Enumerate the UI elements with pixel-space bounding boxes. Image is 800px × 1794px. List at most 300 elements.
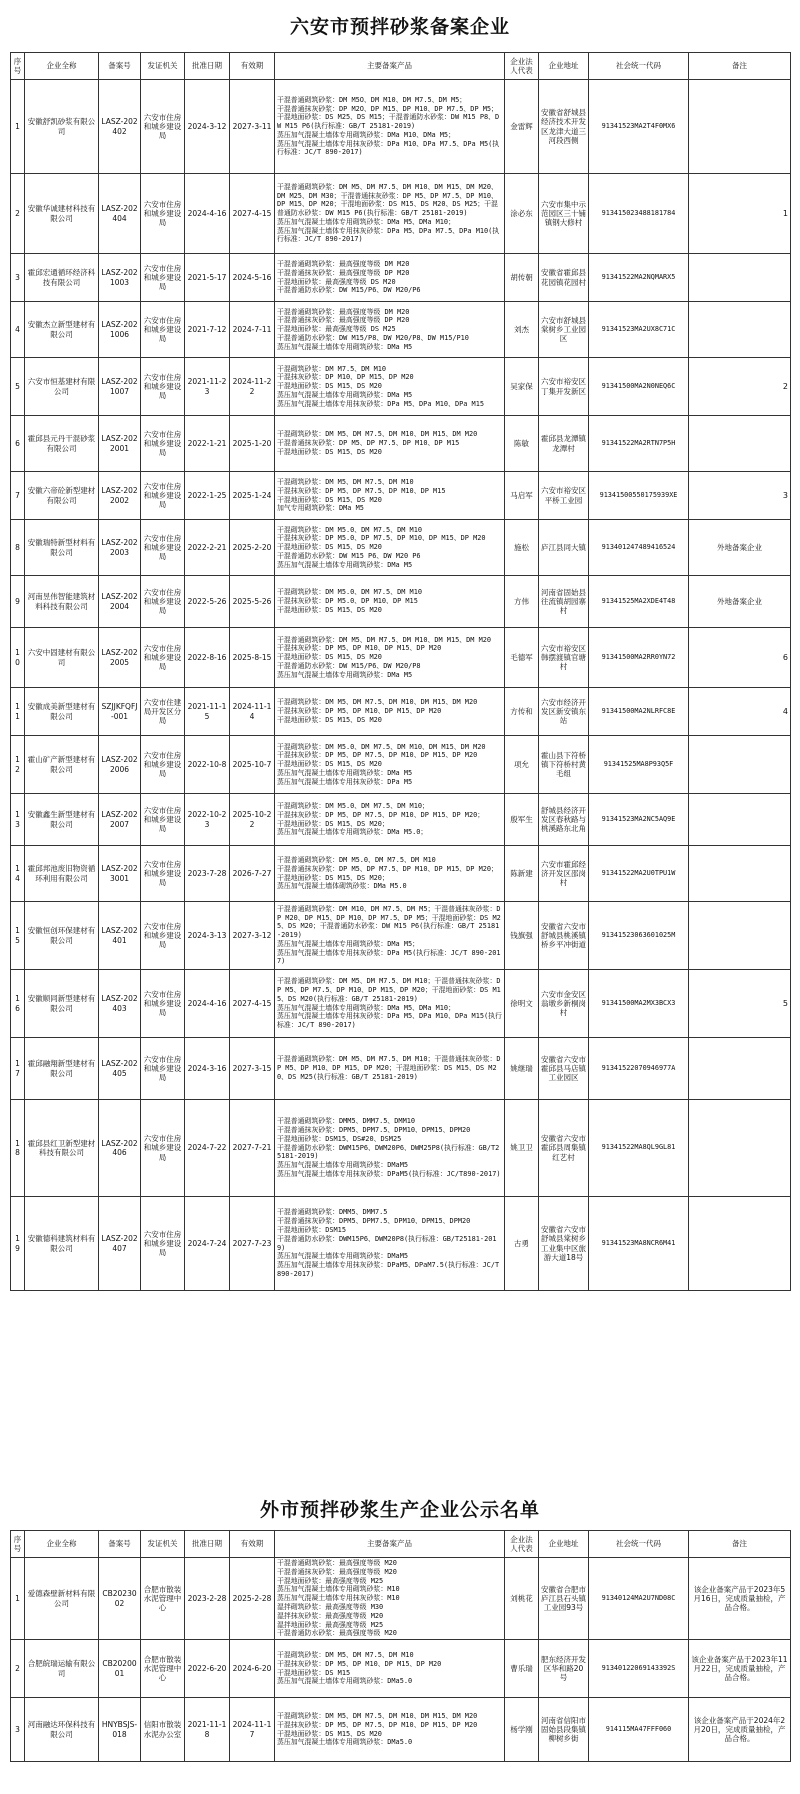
cell-authority: 六安市住房和城乡建设局 bbox=[141, 902, 185, 970]
cell-note: 4 bbox=[689, 688, 791, 736]
product-line: 干混普通抹灰砂浆：最高强度等级 M20 bbox=[277, 1567, 397, 1576]
product-line: 干混抹灰砂浆：DP M5.0、DP M7.5、DP M10、DP M15、DP M20 bbox=[277, 534, 486, 543]
cell-valid: 2027-4-15 bbox=[230, 174, 275, 254]
cell-reg: LASZ-202402 bbox=[99, 80, 141, 174]
cell-rep: 曹乐瑞 bbox=[505, 1640, 539, 1698]
cell-products bbox=[275, 174, 505, 254]
cell-no: 11 bbox=[11, 688, 25, 736]
product-line: 蒸压加气混凝土墙体砌筑砂浆：DMa M5.0 bbox=[277, 882, 407, 891]
product-line: 干混地面砂浆：DS M15、DS M20 bbox=[277, 715, 382, 724]
product-line: 干混普通砌筑砂浆：DM M5、DM M7.5、DM M10；干混普通抹灰砂浆：DP M5、DP M10、DP M15、DP M20；干混地面砂浆：DS M15、DS M20、DS M25(执行标准：GB/T 25181-2019) bbox=[277, 1055, 501, 1081]
cell-authority: 六安市住房和城乡建设局 bbox=[141, 846, 185, 902]
cell-addr: 六安市经济开发区新安镇东站 bbox=[539, 688, 589, 736]
header-note: 备注 bbox=[689, 53, 791, 80]
cell-authority: 六安市住房和城乡建设局 bbox=[141, 416, 185, 472]
product-line: 干混砌筑砂浆：DM M5、DM M7.5、DM M10、DM M15、DM M20 bbox=[277, 430, 478, 439]
cell-valid: 2024-11-22 bbox=[230, 358, 275, 416]
cell-authority: 六安市住房和城乡建设局 bbox=[141, 520, 185, 576]
cell-valid: 2025-2-28 bbox=[230, 1558, 275, 1640]
cell-no: 18 bbox=[11, 1100, 25, 1197]
product-line: 干混砌筑砂浆：DM M7.5、DM M10 bbox=[277, 364, 387, 373]
header-reg: 备案号 bbox=[99, 53, 141, 80]
header-reg: 备案号 bbox=[99, 1531, 141, 1558]
cell-addr: 六安市裕安区丁集开发新区 bbox=[539, 358, 589, 416]
cell-valid: 2027-7-21 bbox=[230, 1100, 275, 1197]
cell-note bbox=[689, 1038, 791, 1100]
cell-approve: 2021-7-12 bbox=[185, 302, 230, 358]
cell-rep: 吴家保 bbox=[505, 358, 539, 416]
cell-products bbox=[275, 1197, 505, 1291]
cell-approve: 2022-10-8 bbox=[185, 736, 230, 794]
cell-reg: LASZ-2022006 bbox=[99, 736, 141, 794]
product-line: 干混抹灰砂浆：DP M10、DP M15、DP M20 bbox=[277, 373, 414, 382]
cell-authority: 信阳市散装水泥办公室 bbox=[141, 1698, 185, 1762]
cell-note bbox=[689, 1100, 791, 1197]
local-header-row bbox=[11, 53, 791, 80]
cell-note: 3 bbox=[689, 472, 791, 520]
local-table-title: 六安市预拌砂浆备案企业 bbox=[289, 16, 510, 38]
table-row bbox=[11, 416, 791, 472]
cell-rep: 陈敏 bbox=[505, 416, 539, 472]
product-line: 蒸压加气混凝土墙体专用砌筑砂浆：DMa M5、DMa M10； bbox=[277, 1003, 455, 1012]
product-line: 干混普通防水砂浆：DWM15P6、DWM20P8(执行标准：GB/T25181-2019) bbox=[277, 1234, 497, 1252]
cell-products bbox=[275, 736, 505, 794]
product-line: 湿拌砌筑砂浆：最高强度等级 M30 bbox=[277, 1602, 384, 1611]
cell-code: 913401247489416524 bbox=[589, 520, 689, 576]
cell-code: 91341522MA8QL9GL81 bbox=[589, 1100, 689, 1197]
cell-no: 17 bbox=[11, 1038, 25, 1100]
cell-approve: 2021-11-18 bbox=[185, 1698, 230, 1762]
cell-authority: 六安市住房和城乡建设局 bbox=[141, 472, 185, 520]
product-line: 蒸压加气混凝土墙体专用砌筑砂浆：DMa M10、DMa M5； bbox=[277, 130, 455, 139]
cell-authority: 六安市住建局开发区分局 bbox=[141, 688, 185, 736]
cell-valid: 2027-4-15 bbox=[230, 970, 275, 1038]
cell-name: 安徽鑫生新型建材有限公司 bbox=[25, 794, 99, 846]
cell-approve: 2022-6-20 bbox=[185, 1640, 230, 1698]
cell-approve: 2021-5-17 bbox=[185, 254, 230, 302]
product-line: 干混地面砂浆：DS M15、DS M20 bbox=[277, 382, 382, 391]
header-code: 社会统一代码 bbox=[589, 53, 689, 80]
cell-name: 安徽杰立新型建材有限公司 bbox=[25, 302, 99, 358]
cell-name: 霍邱融翔新型建材有限公司 bbox=[25, 1038, 99, 1100]
product-line: 蒸压加气混凝土墙体专用抹灰砂浆：DPa M5、DPa M10、DPa M15 bbox=[277, 399, 484, 408]
cell-note: 外地备案企业 bbox=[689, 576, 791, 628]
table-row bbox=[11, 794, 791, 846]
product-line: 干混普通砌筑砂浆：DM M5、DM M7.5、DM M10、DM M15、DM M20 bbox=[277, 635, 492, 644]
cell-note bbox=[689, 794, 791, 846]
cell-approve: 2022-10-23 bbox=[185, 794, 230, 846]
cell-valid: 2025-10-22 bbox=[230, 794, 275, 846]
cell-name: 霍邱宏通循环经济科技有限公司 bbox=[25, 254, 99, 302]
product-line: 蒸压加气混凝土墙体专用砌筑砂浆：DMa M5 bbox=[277, 560, 413, 569]
product-line: 蒸压加气混凝土墙体专用砌筑砂浆：DMa M5 bbox=[277, 670, 413, 679]
cell-reg: LASZ-2021007 bbox=[99, 358, 141, 416]
cell-products bbox=[275, 520, 505, 576]
table-row bbox=[11, 576, 791, 628]
cell-code: 91340124MA2U7ND08C bbox=[589, 1558, 689, 1640]
table-row bbox=[11, 970, 791, 1038]
external-table-title: 外市预拌砂浆生产企业公示名单 bbox=[259, 1499, 540, 1521]
cell-approve: 2021-11-15 bbox=[185, 688, 230, 736]
header-approve: 批准日期 bbox=[185, 53, 230, 80]
cell-note bbox=[689, 416, 791, 472]
cell-note: 该企业备案产品于2024年2月20日，完成质量抽检，产品合格。 bbox=[689, 1698, 791, 1762]
product-line: 干混普通砌筑砂浆：最高强度等级 M20 bbox=[277, 1559, 397, 1567]
product-line: 蒸压加气混凝土墙体专用抹灰砂浆：DPa M5(执行标准：JC/T 890-2017) bbox=[277, 948, 501, 966]
product-line: 干混普通防水砂浆：DW M15 P6、DW M20 P6 bbox=[277, 551, 421, 560]
product-line: 干混普通砌筑砂浆：最高强度等级 DM M20 bbox=[277, 259, 410, 268]
product-line: 干混普通抹灰砂浆：最高强度等级 DP M20 bbox=[277, 316, 410, 325]
cell-rep: 姚卫卫 bbox=[505, 1100, 539, 1197]
cell-authority: 六安市住房和城乡建设局 bbox=[141, 736, 185, 794]
table-row bbox=[11, 628, 791, 688]
cell-addr: 六安市舒城县棠树乡工业园区 bbox=[539, 302, 589, 358]
cell-authority: 六安市住房和城乡建设局 bbox=[141, 254, 185, 302]
table-row bbox=[11, 472, 791, 520]
cell-products bbox=[275, 1100, 505, 1197]
product-line: 干混普通抹灰砂浆：DP M2O、DP M15、DP M10、DP M7.5、DP M5；干混地面砂浆：DS M25、DS M15；干混普通防水砂浆：DW M15 P8、DW M15 P6(执行标准：GB/T 25181-2019) bbox=[277, 104, 500, 131]
cell-valid: 2024-6-20 bbox=[230, 1640, 275, 1698]
cell-reg: HNYBSJS-018 bbox=[99, 1698, 141, 1762]
cell-name: 爱德森壁新材料有限公司 bbox=[25, 1558, 99, 1640]
external-table-body bbox=[11, 1558, 791, 1762]
cell-rep: 施松 bbox=[505, 520, 539, 576]
table-row bbox=[11, 174, 791, 254]
product-line: 干混砌筑砂浆：DM M5、DM M7.5、DM M10 bbox=[277, 1651, 414, 1660]
cell-authority: 六安市住房和城乡建设局 bbox=[141, 576, 185, 628]
cell-approve: 2024-3-13 bbox=[185, 902, 230, 970]
cell-valid: 2025-10-7 bbox=[230, 736, 275, 794]
table-row bbox=[11, 688, 791, 736]
cell-valid: 2024-11-14 bbox=[230, 688, 275, 736]
product-line: 蒸压加气混凝土墙体专用砌筑砂浆：DMa5.0 bbox=[277, 1738, 413, 1747]
cell-approve: 2022-5-26 bbox=[185, 576, 230, 628]
cell-valid: 2025-8-15 bbox=[230, 628, 275, 688]
cell-note bbox=[689, 80, 791, 174]
cell-code: 91341523MA2NC5AQ9E bbox=[589, 794, 689, 846]
product-line: 加气专用砌筑砂浆：DMa M5 bbox=[277, 504, 364, 513]
cell-approve: 2024-7-22 bbox=[185, 1100, 230, 1197]
cell-approve: 2024-7-24 bbox=[185, 1197, 230, 1291]
cell-addr: 庐江县同大镇 bbox=[539, 520, 589, 576]
header-addr: 企业地址 bbox=[539, 53, 589, 80]
cell-code: 91341522MA2U0TPU1W bbox=[589, 846, 689, 902]
cell-products bbox=[275, 254, 505, 302]
cell-rep: 胡传朝 bbox=[505, 254, 539, 302]
product-line: 蒸压加气混凝土墙体专用抹灰砂浆：DPa M10、DPa M7.5、DPa M5(执行标准：JC/T 890-2017) bbox=[277, 139, 500, 157]
cell-authority: 六安市住房和城乡建设局 bbox=[141, 794, 185, 846]
cell-authority: 六安市住房和城乡建设局 bbox=[141, 1038, 185, 1100]
header-name: 企业全称 bbox=[25, 53, 99, 80]
product-line: 干混普通抹灰砂浆：DP M5、DP M7.5、DP M10、DP M15、DP M20； bbox=[277, 864, 498, 873]
cell-name: 安徽华诚建材科技有限公司 bbox=[25, 174, 99, 254]
cell-no: 14 bbox=[11, 846, 25, 902]
product-line: 干混地面砂浆：DS M15、DS M20 bbox=[277, 543, 382, 552]
product-line: 蒸压加气混凝土墙体专用砌筑砂浆：DMa M5 bbox=[277, 768, 413, 777]
cell-note bbox=[689, 254, 791, 302]
product-line: 蒸压加气混凝土墙体专用砌筑砂浆：DMa M5、DMa M10； bbox=[277, 217, 455, 226]
cell-products bbox=[275, 416, 505, 472]
cell-rep: 杨学刚 bbox=[505, 1698, 539, 1762]
product-line: 干混砌筑砂浆：DM M5.0、DM M7.5、DM M10 bbox=[277, 525, 422, 534]
cell-addr: 安徽省霍邱县花园镇花园村 bbox=[539, 254, 589, 302]
local-table-body bbox=[11, 80, 791, 1291]
product-line: 蒸压加气混凝土墙体专用抹灰砂浆：DPaM5(执行标准：JC/T890-2017) bbox=[277, 1169, 501, 1178]
cell-code: 91341523MA2UX8C71C bbox=[589, 302, 689, 358]
product-line: 蒸压加气混凝土墙体专用砌筑砂浆：M10 bbox=[277, 1585, 400, 1594]
cell-products bbox=[275, 1558, 505, 1640]
cell-authority: 六安市住房和城乡建设局 bbox=[141, 80, 185, 174]
cell-addr: 六安市霍邱经济开发区邵岗村 bbox=[539, 846, 589, 902]
cell-code: 91341525MA2XDE4T48 bbox=[589, 576, 689, 628]
cell-code: 91341500MA2RR0YN72 bbox=[589, 628, 689, 688]
cell-valid: 2027-7-23 bbox=[230, 1197, 275, 1291]
cell-no: 1 bbox=[11, 80, 25, 174]
cell-reg: LASZ-2022004 bbox=[99, 576, 141, 628]
header-name: 企业全称 bbox=[25, 1531, 99, 1558]
cell-reg: CB2023002 bbox=[99, 1558, 141, 1640]
cell-no: 8 bbox=[11, 520, 25, 576]
cell-no: 12 bbox=[11, 736, 25, 794]
product-line: 干混普通砌筑砂浆：DM M10、DM M7.5、DM M5；干混普通抹灰砂浆：DP M20、DP M15、DP M10、DP M7.5、DP M5；干混地面砂浆：DS M25、DS M20；干混普通防水砂浆：DW M15 P6(执行标准：GB/T 25181-2019) bbox=[277, 904, 501, 940]
product-line: 干混砌筑砂浆：DM M5.0、DM M7.5、DM M10、DM M15、DM M20 bbox=[277, 742, 486, 751]
table-row bbox=[11, 1197, 791, 1291]
cell-name: 安徽六帝砼新型建材有限公司 bbox=[25, 472, 99, 520]
header-authority: 发证机关 bbox=[141, 53, 185, 80]
product-line: 干混抹灰砂浆：DP M5、DP M7.5、DP M10、DP M15、DP M20； bbox=[277, 810, 485, 819]
cell-rep: 陈新建 bbox=[505, 846, 539, 902]
cell-reg: LASZ-202401 bbox=[99, 902, 141, 970]
cell-addr: 安徽省合肥市庐江县石头镇工业园93号 bbox=[539, 1558, 589, 1640]
cell-name: 河南融达环保科技有限公司 bbox=[25, 1698, 99, 1762]
cell-addr: 霍邱县龙潭镇龙潭村 bbox=[539, 416, 589, 472]
cell-products bbox=[275, 688, 505, 736]
cell-name: 安徽舒凯砂浆有限公司 bbox=[25, 80, 99, 174]
cell-addr: 肥东经济开发区华和路20号 bbox=[539, 1640, 589, 1698]
cell-products bbox=[275, 1640, 505, 1698]
cell-reg: LASZ-2021003 bbox=[99, 254, 141, 302]
cell-code: 913415023488181784 bbox=[589, 174, 689, 254]
cell-valid: 2026-7-27 bbox=[230, 846, 275, 902]
cell-code: 91341522MA2RTN7P5H bbox=[589, 416, 689, 472]
product-line: 干混普通防水砂浆：DW M15/P6、DW M20/P8 bbox=[277, 661, 421, 670]
product-line: 干混抹灰砂浆：DP M5.0、DP M10、DP M15 bbox=[277, 597, 418, 606]
cell-note: 5 bbox=[689, 970, 791, 1038]
product-line: 干混地面砂浆：最高强度等级 DS M25 bbox=[277, 325, 396, 334]
header-authority: 发证机关 bbox=[141, 1531, 185, 1558]
cell-no: 13 bbox=[11, 794, 25, 846]
cell-reg: LASZ-2022005 bbox=[99, 628, 141, 688]
cell-reg: SZJJKFQFJ-001 bbox=[99, 688, 141, 736]
cell-code: 91341500MA2MX3BCX3 bbox=[589, 970, 689, 1038]
table-row bbox=[11, 302, 791, 358]
product-line: 干混抹灰砂浆：DP M5、DP M7.5、DP M10、DP M15、DP M20 bbox=[277, 751, 478, 760]
product-line: 蒸压加气混凝土墙体专用砌筑砂浆：DMa M5； bbox=[277, 939, 420, 948]
product-line: 蒸压加气混凝土墙体专用抹灰砂浆：M10 bbox=[277, 1594, 400, 1603]
cell-products bbox=[275, 970, 505, 1038]
cell-code: 91341500550175939XE bbox=[589, 472, 689, 520]
product-line: 干混普通防水砂浆：DW M15/P8、DW M20/P8、DW M15/P10 bbox=[277, 333, 469, 342]
cell-products bbox=[275, 794, 505, 846]
cell-authority: 六安市住房和城乡建设局 bbox=[141, 174, 185, 254]
cell-approve: 2022-1-25 bbox=[185, 472, 230, 520]
cell-name: 河南昱伟智能建筑材料科技有限公司 bbox=[25, 576, 99, 628]
product-line: 干混地面砂浆：DS M15、DS M20 bbox=[277, 447, 382, 456]
product-line: 干混普通防水砂浆：DW M15/P6、DW M20/P6 bbox=[277, 286, 421, 295]
header-valid: 有效期 bbox=[230, 1531, 275, 1558]
local-enterprise-table bbox=[10, 52, 791, 1291]
cell-note: 外地备案企业 bbox=[689, 520, 791, 576]
product-line: 干混普通抹灰砂浆：DP M5、DP M7.5、DP M10、DP M15 bbox=[277, 439, 460, 448]
header-addr: 企业地址 bbox=[539, 1531, 589, 1558]
product-line: 干混地面砂浆：DS M15、DS M20； bbox=[277, 819, 389, 828]
cell-addr: 安徽省舒城县经济技术开发区龙津大道三河段西侧 bbox=[539, 80, 589, 174]
cell-rep: 姚继瑞 bbox=[505, 1038, 539, 1100]
cell-approve: 2024-4-16 bbox=[185, 970, 230, 1038]
cell-approve: 2022-2-21 bbox=[185, 520, 230, 576]
cell-addr: 河南省固始县往流镇胡园寨村 bbox=[539, 576, 589, 628]
product-line: 蒸压加气混凝土墙体专用砌筑砂浆：DMaM5 bbox=[277, 1252, 408, 1261]
product-line: 干混地面砂浆：DS M15 bbox=[277, 1668, 351, 1677]
product-line: 干混地面砂浆：最高强度等级 M25 bbox=[277, 1576, 384, 1585]
product-line: 干混抹灰砂浆：DP M5、DP M7.5、DP M10、DP M15、DP M20 bbox=[277, 1720, 478, 1729]
cell-name: 安徽顺同新型建材有限公司 bbox=[25, 970, 99, 1038]
cell-name: 霍邱邦池废旧物资循环利用有限公司 bbox=[25, 846, 99, 902]
product-line: 干混普通砌筑砂浆：DM M5、DM M7.5、DM M10；干混普通抹灰砂浆：DP M5、DP M7.5、DP M10、DP M15、DP M20；干混地面砂浆：DS M15、DS M20(执行标准：GB/T 25181-2019) bbox=[277, 977, 501, 1003]
cell-note bbox=[689, 736, 791, 794]
product-line: 干混地面砂浆：DS M15、DS M20 bbox=[277, 605, 382, 614]
cell-no: 2 bbox=[11, 174, 25, 254]
cell-reg: LASZ-2021006 bbox=[99, 302, 141, 358]
cell-addr: 河南省信阳市固始县段集镇柳树乡街 bbox=[539, 1698, 589, 1762]
cell-note: 6 bbox=[689, 628, 791, 688]
cell-no: 5 bbox=[11, 358, 25, 416]
cell-note bbox=[689, 1197, 791, 1291]
product-line: 干混砌筑砂浆：DM M5.0、DM M7.5、DM M10 bbox=[277, 588, 422, 597]
cell-addr: 安徽省六安市霍邱县周集镇红艺村 bbox=[539, 1100, 589, 1197]
cell-note: 该企业备案产品于2023年5月16日，完成质量抽检，产品合格。 bbox=[689, 1558, 791, 1640]
cell-rep: 刘杰 bbox=[505, 302, 539, 358]
cell-addr: 六安市金安区翁墩乡新桐岗村 bbox=[539, 970, 589, 1038]
cell-approve: 2021-11-23 bbox=[185, 358, 230, 416]
cell-authority: 六安市住房和城乡建设局 bbox=[141, 1100, 185, 1197]
product-line: 干混抹灰砂浆：DP M5、DP M10、DP M15、DP M20 bbox=[277, 707, 442, 716]
cell-products bbox=[275, 1038, 505, 1100]
product-line: 干混普通砌筑砂浆：DM M5.0、DM M7.5、DM M10 bbox=[277, 855, 436, 864]
cell-no: 9 bbox=[11, 576, 25, 628]
cell-name: 六安市恒基建材有限公司 bbox=[25, 358, 99, 416]
product-line: 干混地面砂浆：DS M15、DS M20； bbox=[277, 873, 389, 882]
table-row bbox=[11, 902, 791, 970]
cell-no: 15 bbox=[11, 902, 25, 970]
cell-addr: 霍山县下符桥镇下符桥村黄毛组 bbox=[539, 736, 589, 794]
cell-authority: 合肥市散装水泥管理中心 bbox=[141, 1558, 185, 1640]
product-line: 蒸压加气混凝土墙体专用砌筑砂浆：DMa5.0 bbox=[277, 1677, 413, 1686]
product-line: 干混砌筑砂浆：DM M5、DM M7.5、DM M10、DM M15、DM M20 bbox=[277, 1712, 478, 1721]
cell-code: 91341525MA8P93Q5F bbox=[589, 736, 689, 794]
table-row bbox=[11, 80, 791, 174]
cell-rep: 刘桃花 bbox=[505, 1558, 539, 1640]
product-line: 蒸压加气混凝土墙体专用砌筑砂浆：DMa M5 bbox=[277, 342, 413, 351]
product-line: 蒸压加气混凝土墙体专用抹灰砂浆：DPa M5 bbox=[277, 777, 413, 786]
cell-rep: 毛德军 bbox=[505, 628, 539, 688]
table-row bbox=[11, 1640, 791, 1698]
product-line: 湿拌抹灰砂浆：最高强度等级 M20 bbox=[277, 1611, 384, 1620]
table-row bbox=[11, 358, 791, 416]
cell-rep: 殷军生 bbox=[505, 794, 539, 846]
cell-rep: 方传和 bbox=[505, 688, 539, 736]
cell-approve: 2024-4-16 bbox=[185, 174, 230, 254]
cell-code: 91341523MA2T4F0MX6 bbox=[589, 80, 689, 174]
product-line: 干混地面砂浆：DS M15、DS M20 bbox=[277, 1729, 382, 1738]
cell-valid: 2027-3-15 bbox=[230, 1038, 275, 1100]
cell-valid: 2027-3-11 bbox=[230, 80, 275, 174]
table-row bbox=[11, 1100, 791, 1197]
cell-authority: 六安市住房和城乡建设局 bbox=[141, 358, 185, 416]
table-row bbox=[11, 736, 791, 794]
cell-no: 19 bbox=[11, 1197, 25, 1291]
cell-code: 91341523MA8NCR6M41 bbox=[589, 1197, 689, 1291]
product-line: 干混抹灰砂浆：DP M5、DP M10、DP M15、DP M20 bbox=[277, 1659, 442, 1668]
cell-code: 91341523063601025M bbox=[589, 902, 689, 970]
cell-reg: LASZ-2023001 bbox=[99, 846, 141, 902]
cell-rep: 马启军 bbox=[505, 472, 539, 520]
cell-valid: 2025-1-20 bbox=[230, 416, 275, 472]
product-line: 干混砌筑砂浆：DM M5、DM M7.5、DM M10、DM M15、DM M20 bbox=[277, 698, 478, 707]
cell-approve: 2024-3-12 bbox=[185, 80, 230, 174]
cell-code: 91341500MA2NLRFC8E bbox=[589, 688, 689, 736]
product-line: 干混普通砌筑砂浆：最高强度等级 DM M20 bbox=[277, 307, 410, 316]
product-line: 干混抹灰砂浆：DP M5、DP M7.5、DP M10、DP M15 bbox=[277, 486, 446, 495]
cell-valid: 2025-5-26 bbox=[230, 576, 275, 628]
cell-addr: 安徽省六安市舒城县棠树乡工业集中区旅游大道18号 bbox=[539, 1197, 589, 1291]
cell-reg: LASZ-2022002 bbox=[99, 472, 141, 520]
product-line: 干混普通砌筑砂浆：DM M5、DM M7.5、DM M10、DM M15、DM M20、DM M25、DM M30；干混普通抹灰砂浆：DP M5、DP M7.5、DP M10、DP M15、DP M20；干混地面砂浆：DS M15、DS M20、DS M25；干混普通防水砂浆：DW M15 P6(执行标准：GB/T 25181-2019) bbox=[277, 182, 498, 218]
product-line: 湿拌地面砂浆：最高强度等级 M25 bbox=[277, 1620, 384, 1629]
cell-approve: 2022-8-16 bbox=[185, 628, 230, 688]
cell-approve: 2022-1-21 bbox=[185, 416, 230, 472]
product-line: 干混普通抹灰砂浆：DPM5、DPM7.5、DPM10、DPM15、DPM20 bbox=[277, 1217, 471, 1226]
cell-rep: 项允 bbox=[505, 736, 539, 794]
cell-name: 安徽恒创环保建材有限公司 bbox=[25, 902, 99, 970]
cell-products bbox=[275, 472, 505, 520]
product-line: 蒸压加气混凝土墙体专用抹灰砂浆：DPaM5、DPaM7.5(执行标准：JC/T890-2017) bbox=[277, 1261, 500, 1278]
cell-reg: LASZ-202406 bbox=[99, 1100, 141, 1197]
external-enterprise-table bbox=[10, 1530, 791, 1762]
cell-rep: 方伟 bbox=[505, 576, 539, 628]
product-line: 蒸压加气混凝土墙体专用砌筑砂浆：DMaM5 bbox=[277, 1161, 408, 1170]
cell-no: 3 bbox=[11, 254, 25, 302]
cell-code: 91341500MA2N0NEQ6C bbox=[589, 358, 689, 416]
cell-products bbox=[275, 902, 505, 970]
cell-addr: 六安市裕安区韩摆渡镇官塘村 bbox=[539, 628, 589, 688]
product-line: 干混地面砂浆：DSM15、DS#20、DSM25 bbox=[277, 1134, 402, 1143]
header-no: 序号 bbox=[11, 53, 25, 80]
cell-products bbox=[275, 358, 505, 416]
cell-addr: 安徽省六安市霍邱县马店镇工业园区 bbox=[539, 1038, 589, 1100]
product-line: 干混地面砂浆：DS M15、DS M20 bbox=[277, 495, 382, 504]
cell-addr: 六安市集中示范园区三十铺镇钢大修村 bbox=[539, 174, 589, 254]
product-line: 蒸压加气混凝土墙体专用砌筑砂浆：DMa M5.0； bbox=[277, 828, 428, 837]
cell-name: 霍邱县元丹干混砂浆有限公司 bbox=[25, 416, 99, 472]
cell-valid: 2025-1-24 bbox=[230, 472, 275, 520]
cell-no: 2 bbox=[11, 1640, 25, 1698]
header-code: 社会统一代码 bbox=[589, 1531, 689, 1558]
header-note: 备注 bbox=[689, 1531, 791, 1558]
cell-reg: LASZ-202403 bbox=[99, 970, 141, 1038]
cell-no: 4 bbox=[11, 302, 25, 358]
product-line: 干混地面砂浆：最高强度等级 DS M20 bbox=[277, 277, 396, 286]
